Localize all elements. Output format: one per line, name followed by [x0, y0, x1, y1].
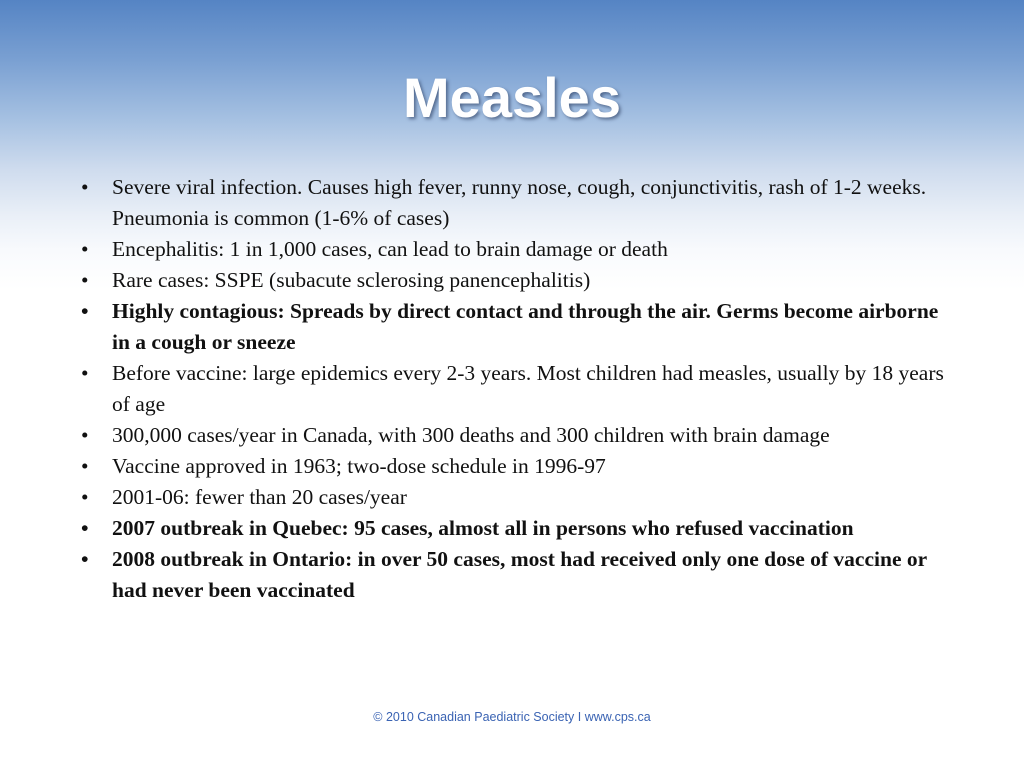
list-item: [79, 265, 959, 296]
list-item-text: Rare cases: SSPE (subacute sclerosing panencephalitis): [112, 268, 591, 292]
list-item: [79, 451, 959, 482]
bullet-marker: •: [81, 361, 89, 385]
slide-title: Measles: [403, 66, 621, 129]
list-item: [79, 358, 959, 420]
list-item-text: Severe viral infection. Causes high fever, runny nose, cough, conjunctivitis, rash of 1-2 weeks. Pneumonia is common (1-6% of cases): [112, 175, 927, 230]
list-item: [79, 234, 959, 265]
list-item-text: Encephalitis: 1 in 1,000 cases, can lead to brain damage or death: [112, 237, 668, 261]
list-item: [79, 420, 959, 451]
bullet-marker: •: [81, 454, 89, 478]
bullet-marker: •: [81, 423, 89, 447]
list-item-text: Highly contagious: Spreads by direct contact and through the air. Germs become airborne in a cough or sneeze: [112, 299, 939, 354]
list-item-text: 2001-06: fewer than 20 cases/year: [112, 485, 407, 509]
bullet-marker: •: [81, 237, 89, 261]
list-item: [79, 296, 959, 358]
list-item: [79, 482, 959, 513]
list-item-text: Before vaccine: large epidemics every 2-3 years. Most children had measles, usually by 18 years of age: [112, 361, 944, 416]
bullet-marker: •: [81, 175, 89, 199]
list-item-text: 300,000 cases/year in Canada, with 300 deaths and 300 children with brain damage: [112, 423, 830, 447]
bullet-list: [79, 172, 959, 606]
list-item-text: 2007 outbreak in Quebec: 95 cases, almost all in persons who refused vaccination: [112, 516, 854, 540]
bullet-marker: •: [81, 299, 89, 323]
list-item-text: 2008 outbreak in Ontario: in over 50 cases, most had received only one dose of vaccine or had never been vaccinated: [112, 547, 927, 602]
list-item: [79, 544, 959, 606]
bullet-marker: •: [81, 516, 89, 540]
bullet-marker: •: [81, 547, 89, 571]
bullet-marker: •: [81, 268, 89, 292]
footer-copyright: © 2010 Canadian Paediatric Society I www.cps.ca: [373, 710, 651, 724]
list-item: [79, 513, 959, 544]
list-item: [79, 172, 959, 234]
list-item-text: Vaccine approved in 1963; two-dose schedule in 1996-97: [112, 454, 606, 478]
bullet-marker: •: [81, 485, 89, 509]
